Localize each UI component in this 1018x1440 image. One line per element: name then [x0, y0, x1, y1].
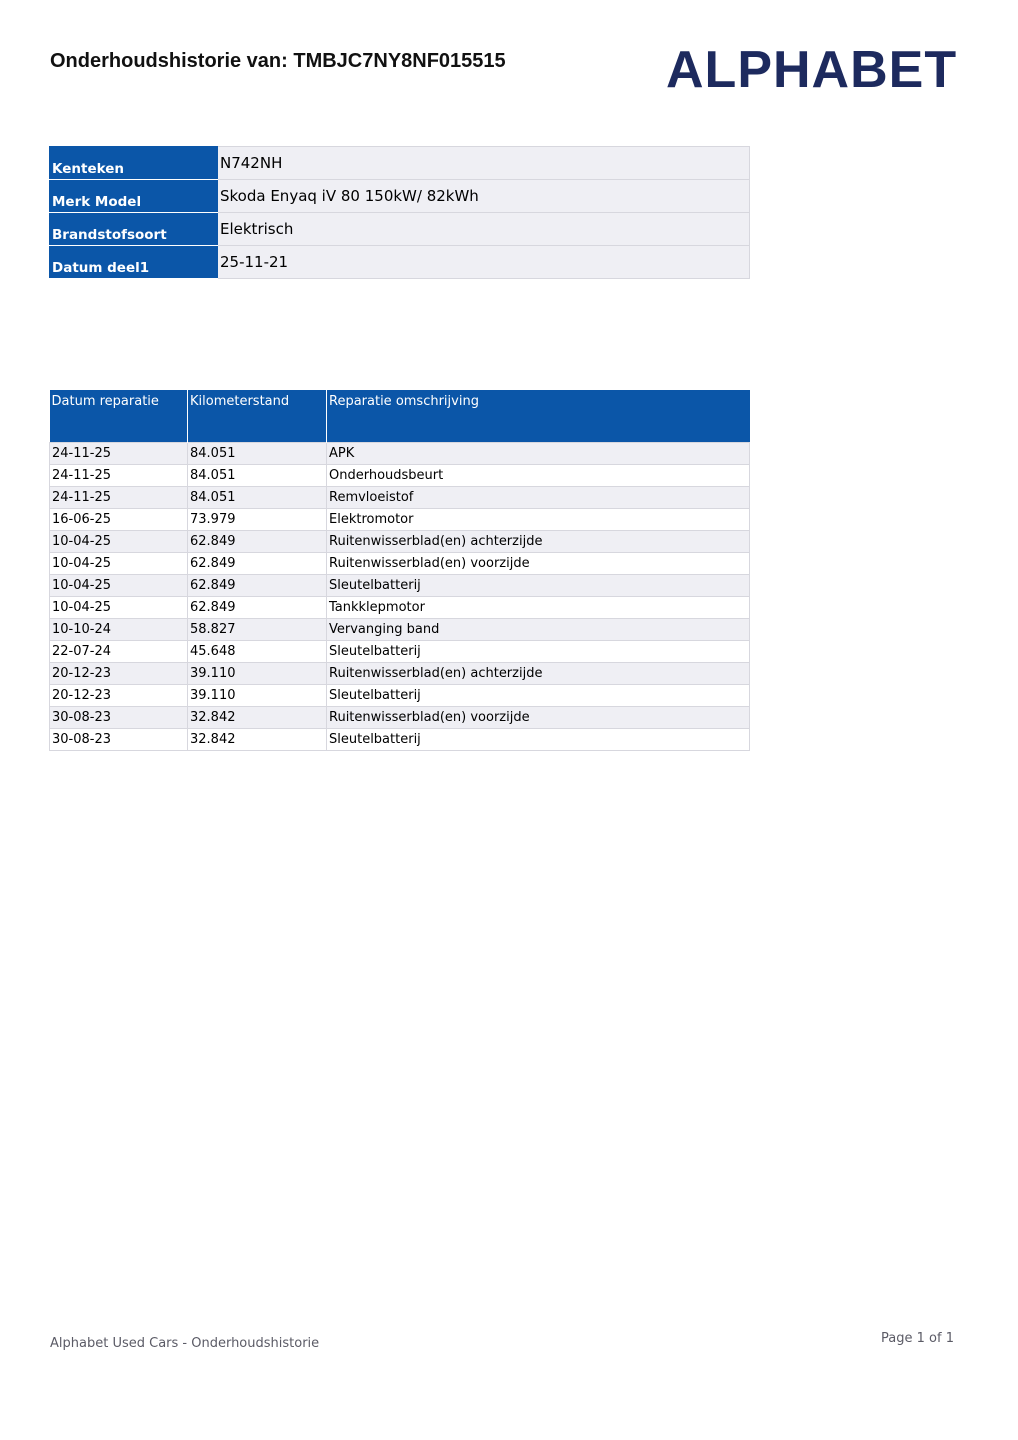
cell-date: 20-12-23 — [50, 684, 188, 706]
cell-mileage: 39.110 — [188, 684, 327, 706]
cell-description: Elektromotor — [327, 508, 750, 530]
cell-mileage: 84.051 — [188, 442, 327, 464]
cell-description: Vervanging band — [327, 618, 750, 640]
cell-date: 24-11-25 — [50, 464, 188, 486]
info-value: 25-11-21 — [218, 246, 750, 279]
info-label: Datum deel1 — [50, 246, 218, 279]
table-row — [50, 618, 750, 640]
table-row — [50, 486, 750, 508]
cell-description: Ruitenwisserblad(en) achterzijde — [327, 530, 750, 552]
cell-description: APK — [327, 442, 750, 464]
cell-mileage: 32.842 — [188, 728, 327, 750]
alphabet-logo: ALPHABET — [666, 41, 958, 99]
table-row — [50, 530, 750, 552]
vehicle-info-table — [49, 146, 750, 279]
cell-date: 10-04-25 — [50, 552, 188, 574]
cell-mileage: 39.110 — [188, 662, 327, 684]
table-row — [50, 640, 750, 662]
cell-description: Tankklepmotor — [327, 596, 750, 618]
cell-date: 10-04-25 — [50, 530, 188, 552]
cell-description: Sleutelbatterij — [327, 684, 750, 706]
cell-date: 24-11-25 — [50, 442, 188, 464]
cell-mileage: 45.648 — [188, 640, 327, 662]
info-label: Merk Model — [50, 180, 218, 213]
table-row — [50, 706, 750, 728]
cell-mileage: 62.849 — [188, 552, 327, 574]
cell-mileage: 62.849 — [188, 530, 327, 552]
maintenance-history-table — [49, 390, 750, 751]
cell-date: 20-12-23 — [50, 662, 188, 684]
table-row — [50, 574, 750, 596]
cell-description: Remvloeistof — [327, 486, 750, 508]
cell-date: 22-07-24 — [50, 640, 188, 662]
cell-mileage: 84.051 — [188, 486, 327, 508]
footer-text: Alphabet Used Cars - Onderhoudshistorie — [50, 1336, 320, 1351]
page-title: Onderhoudshistorie van: TMBJC7NY8NF015515 — [50, 50, 506, 72]
info-value: Skoda Enyaq iV 80 150kW/ 82kWh — [218, 180, 750, 213]
table-row — [50, 596, 750, 618]
vehicle-info-row — [50, 180, 750, 213]
table-row — [50, 508, 750, 530]
cell-description: Ruitenwisserblad(en) voorzijde — [327, 552, 750, 574]
cell-date: 16-06-25 — [50, 508, 188, 530]
cell-date: 30-08-23 — [50, 728, 188, 750]
cell-description: Ruitenwisserblad(en) voorzijde — [327, 706, 750, 728]
table-row — [50, 684, 750, 706]
cell-mileage: 84.051 — [188, 464, 327, 486]
table-row — [50, 442, 750, 464]
cell-description: Ruitenwisserblad(en) achterzijde — [327, 662, 750, 684]
cell-mileage: 62.849 — [188, 596, 327, 618]
cell-date: 10-10-24 — [50, 618, 188, 640]
cell-description: Sleutelbatterij — [327, 728, 750, 750]
cell-mileage: 32.842 — [188, 706, 327, 728]
table-header-row — [50, 390, 750, 442]
column-header-description: Reparatie omschrijving — [327, 390, 750, 442]
page-number: Page 1 of 1 — [881, 1331, 954, 1346]
column-header-date: Datum reparatie — [50, 390, 188, 442]
table-row — [50, 552, 750, 574]
cell-mileage: 58.827 — [188, 618, 327, 640]
cell-date: 10-04-25 — [50, 574, 188, 596]
table-row — [50, 464, 750, 486]
cell-mileage: 62.849 — [188, 574, 327, 596]
cell-description: Onderhoudsbeurt — [327, 464, 750, 486]
cell-date: 24-11-25 — [50, 486, 188, 508]
column-header-mileage: Kilometerstand — [188, 390, 327, 442]
info-value: N742NH — [218, 147, 750, 180]
vehicle-info-row — [50, 246, 750, 279]
table-row — [50, 662, 750, 684]
vehicle-info-row — [50, 147, 750, 180]
cell-date: 30-08-23 — [50, 706, 188, 728]
table-row — [50, 728, 750, 750]
cell-description: Sleutelbatterij — [327, 640, 750, 662]
cell-date: 10-04-25 — [50, 596, 188, 618]
cell-description: Sleutelbatterij — [327, 574, 750, 596]
cell-mileage: 73.979 — [188, 508, 327, 530]
info-label: Brandstofsoort — [50, 213, 218, 246]
vehicle-info-row — [50, 213, 750, 246]
info-label: Kenteken — [50, 147, 218, 180]
info-value: Elektrisch — [218, 213, 750, 246]
